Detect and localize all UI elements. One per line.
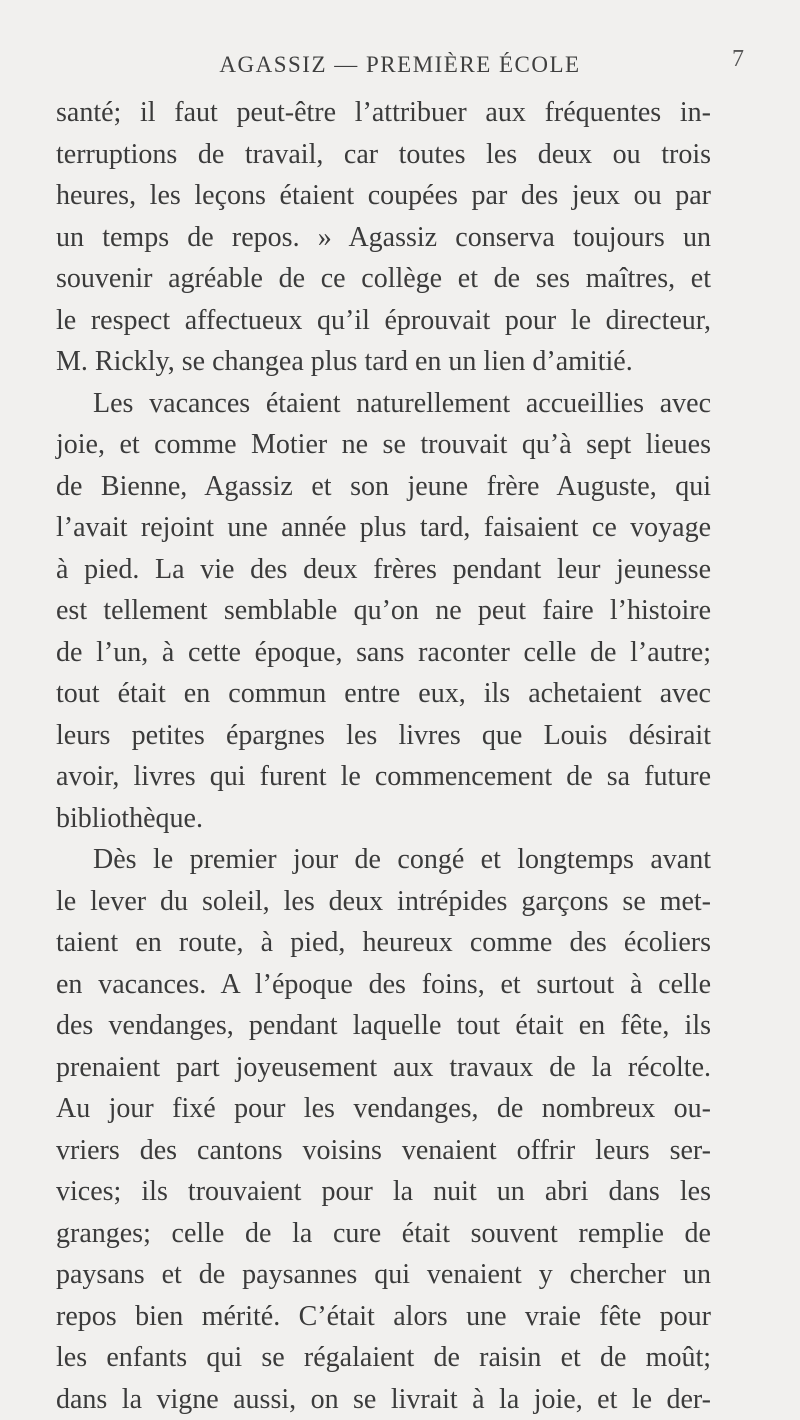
text-line: M. Rickly, se changea plus tard en un lien d’amitié. — [56, 341, 711, 383]
text-line: terruptions de travail, car toutes les deux ou trois — [56, 134, 711, 176]
text-line: à pied. La vie des deux frères pendant leur jeunesse — [56, 549, 711, 591]
text-line: le lever du soleil, les deux intrépides garçons se met- — [56, 881, 711, 923]
text-line: vriers des cantons voisins venaient offrir leurs ser- — [56, 1130, 711, 1172]
text-line: prenaient part joyeusement aux travaux de la récolte. — [56, 1047, 711, 1089]
text-line: repos bien mérité. C’était alors une vraie fête pour — [56, 1296, 711, 1338]
page-number: 7 — [732, 46, 744, 73]
text-line: Les vacances étaient naturellement accueillies avec — [56, 383, 711, 425]
text-line: de Bienne, Agassiz et son jeune frère Auguste, qui — [56, 466, 711, 508]
running-title: AGASSIZ — PREMIÈRE ÉCOLE — [200, 52, 600, 78]
body-text — [56, 92, 711, 1420]
text-line: l’avait rejoint une année plus tard, faisaient ce voyage — [56, 507, 711, 549]
text-line: bibliothèque. — [56, 798, 711, 840]
text-line: santé; il faut peut-être l’attribuer aux fréquentes in- — [56, 92, 711, 134]
text-line: le respect affectueux qu’il éprouvait pour le directeur, — [56, 300, 711, 342]
text-line: paysans et de paysannes qui venaient y chercher un — [56, 1254, 711, 1296]
text-line: un temps de repos. » Agassiz conserva toujours un — [56, 217, 711, 259]
text-line: en vacances. A l’époque des foins, et surtout à celle — [56, 964, 711, 1006]
text-line: joie, et comme Motier ne se trouvait qu’à sept lieues — [56, 424, 711, 466]
text-line: Au jour fixé pour les vendanges, de nombreux ou- — [56, 1088, 711, 1130]
text-line: de l’un, à cette époque, sans raconter celle de l’autre; — [56, 632, 711, 674]
text-line: avoir, livres qui furent le commencement de sa future — [56, 756, 711, 798]
text-line: souvenir agréable de ce collège et de ses maîtres, et — [56, 258, 711, 300]
text-line: est tellement semblable qu’on ne peut faire l’histoire — [56, 590, 711, 632]
text-line: taient en route, à pied, heureux comme des écoliers — [56, 922, 711, 964]
running-head — [0, 52, 800, 86]
text-line: vices; ils trouvaient pour la nuit un abri dans les — [56, 1171, 711, 1213]
text-line: dans la vigne aussi, on se livrait à la joie, et le der- — [56, 1379, 711, 1420]
text-line: tout était en commun entre eux, ils achetaient avec — [56, 673, 711, 715]
text-line: granges; celle de la cure était souvent remplie de — [56, 1213, 711, 1255]
text-line: des vendanges, pendant laquelle tout était en fête, ils — [56, 1005, 711, 1047]
text-line: les enfants qui se régalaient de raisin et de moût; — [56, 1337, 711, 1379]
text-line: heures, les leçons étaient coupées par des jeux ou par — [56, 175, 711, 217]
text-line: Dès le premier jour de congé et longtemps avant — [56, 839, 711, 881]
text-line: leurs petites épargnes les livres que Louis désirait — [56, 715, 711, 757]
